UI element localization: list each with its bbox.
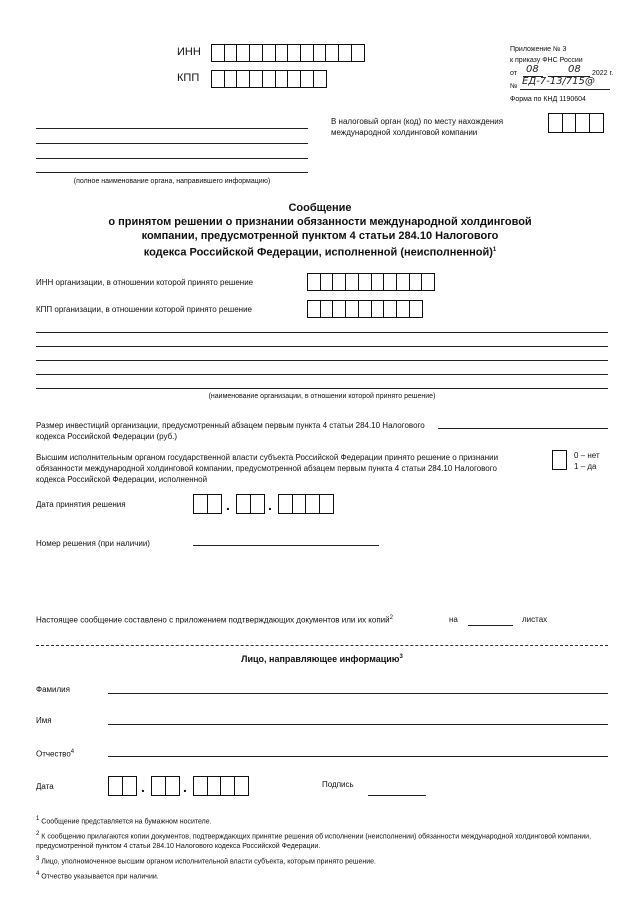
org-name-line-5[interactable] (36, 388, 608, 389)
person-heading: Лицо, направляющее информацию$^3$ (241, 654, 403, 664)
tax-authority-label: В налоговый орган (код) по месту нахождения международной холдинговой компании (331, 117, 504, 137)
order-ref: к приказу ФНС России (510, 57, 583, 64)
signature-input[interactable] (368, 795, 426, 796)
person-date-month[interactable] (151, 776, 178, 796)
org-inn-boxes[interactable] (307, 273, 434, 291)
sender-line-1[interactable] (36, 128, 308, 129)
date-year: 2022 г. (592, 70, 614, 77)
sender-caption: (полное наименование органа, направившего информацию) (73, 178, 271, 185)
investments-input[interactable] (438, 428, 608, 429)
name-label: Имя (36, 716, 52, 725)
signature-label: Подпись (322, 780, 354, 789)
date-day: 08 (526, 64, 539, 75)
date-month: 08 (568, 64, 581, 75)
decision-date-year[interactable] (278, 494, 333, 514)
decision-date-day[interactable] (193, 494, 220, 514)
title-line-4: кодекса Российской Федерации, исполненной (неисполненной)$^1$ (143, 246, 497, 259)
title-line-3: компании, предусмотренной пунктом 4 статьи 284.10 Налогового (141, 230, 499, 242)
surname-input[interactable] (108, 693, 608, 694)
decision-date-month[interactable] (236, 494, 263, 514)
attachments-sheets: листах (522, 615, 548, 624)
org-name-caption: (наименование организации, в отношении которой принято решение) (208, 393, 436, 400)
patronymic-input[interactable] (108, 756, 608, 757)
person-date-year[interactable] (193, 776, 248, 796)
kpp-boxes[interactable] (211, 70, 325, 88)
title-line-1: Сообщение (288, 202, 352, 214)
appendix-label: Приложение № 3 (510, 46, 567, 53)
decision-number-input[interactable] (193, 545, 379, 546)
footnote-4: $^4$ Отчество указывается при наличии. (36, 870, 159, 881)
inn-label: ИНН (177, 46, 201, 58)
attachments-label: Настоящее сообщение составлено с приложением подтверждающих документов или их копий$^2$ (36, 615, 393, 625)
person-date-label: Дата (36, 782, 54, 791)
option-no: 0 – нет (574, 451, 600, 460)
document-title (20, 201, 620, 260)
org-kpp-label: КПП организации, в отношении которой принято решение (36, 305, 252, 314)
decision-number-label: Номер решения (при наличии) (36, 539, 150, 548)
form-code: Форма по КНД 1190604 (510, 96, 586, 103)
sheets-count-input[interactable] (468, 625, 513, 626)
date-prefix: от (510, 70, 517, 77)
kpp-label: КПП (177, 72, 200, 84)
person-date-day[interactable] (108, 776, 135, 796)
decision-label: Высшим исполнительным органом государственной власти субъекта Российской Федерации принято решение о признании обязанности международной холдинговой компании, предусмотренной абзацем первым пункта 4 статьи 284.10 Налогового кодекса Российской Федерации, исполненной (36, 453, 499, 484)
tax-authority-code-boxes[interactable] (548, 113, 603, 133)
org-kpp-boxes[interactable] (307, 300, 421, 318)
number-value: ЕД-7-13/715@ (522, 76, 595, 87)
attachments-on: на (449, 615, 458, 624)
footnotes (36, 815, 608, 881)
number-prefix: № (510, 83, 518, 90)
org-name-line-3[interactable] (36, 360, 608, 361)
sender-line-4[interactable] (36, 172, 308, 173)
inn-boxes[interactable] (211, 44, 363, 62)
org-name-line-4[interactable] (36, 374, 608, 375)
org-name-line-2[interactable] (36, 346, 608, 347)
org-inn-label: ИНН организации, в отношении которой принято решение (36, 278, 254, 287)
footnote-2: $^2$ К сообщению прилагаются копии документов, подтверждающих принятие решения об исполнении (неисполнении) обязанности международной холдинговой компании, предусмотренной пунктом 4 статьи 284.10 Налогового кодекса Российской Федерации. (36, 831, 592, 850)
title-line-2: о принятом решении о признании обязанности международной холдинговой (108, 216, 532, 228)
patronymic-label: Отчество$^4$ (36, 749, 75, 759)
sender-line-3[interactable] (36, 158, 308, 159)
footnote-1: $^1$ Сообщение представляется на бумажном носителе. (36, 816, 212, 826)
separator (36, 645, 608, 646)
footnote-3: $^3$ Лицо, уполномоченное высшим органом исполнительной власти субъекта, которым принято решение. (36, 855, 376, 865)
surname-label: Фамилия (36, 685, 70, 694)
sender-line-2[interactable] (36, 143, 308, 144)
investments-label: Размер инвестиций организации, предусмотренный абзацем первым пункта 4 статьи 284.10 Налогового кодекса Российской Федерации (руб.) (36, 421, 425, 441)
decision-flag-box[interactable] (552, 450, 566, 470)
option-yes: 1 – да (574, 462, 597, 471)
org-name-line-1[interactable] (36, 332, 608, 333)
name-input[interactable] (108, 724, 608, 725)
decision-date-label: Дата принятия решения (36, 500, 126, 509)
